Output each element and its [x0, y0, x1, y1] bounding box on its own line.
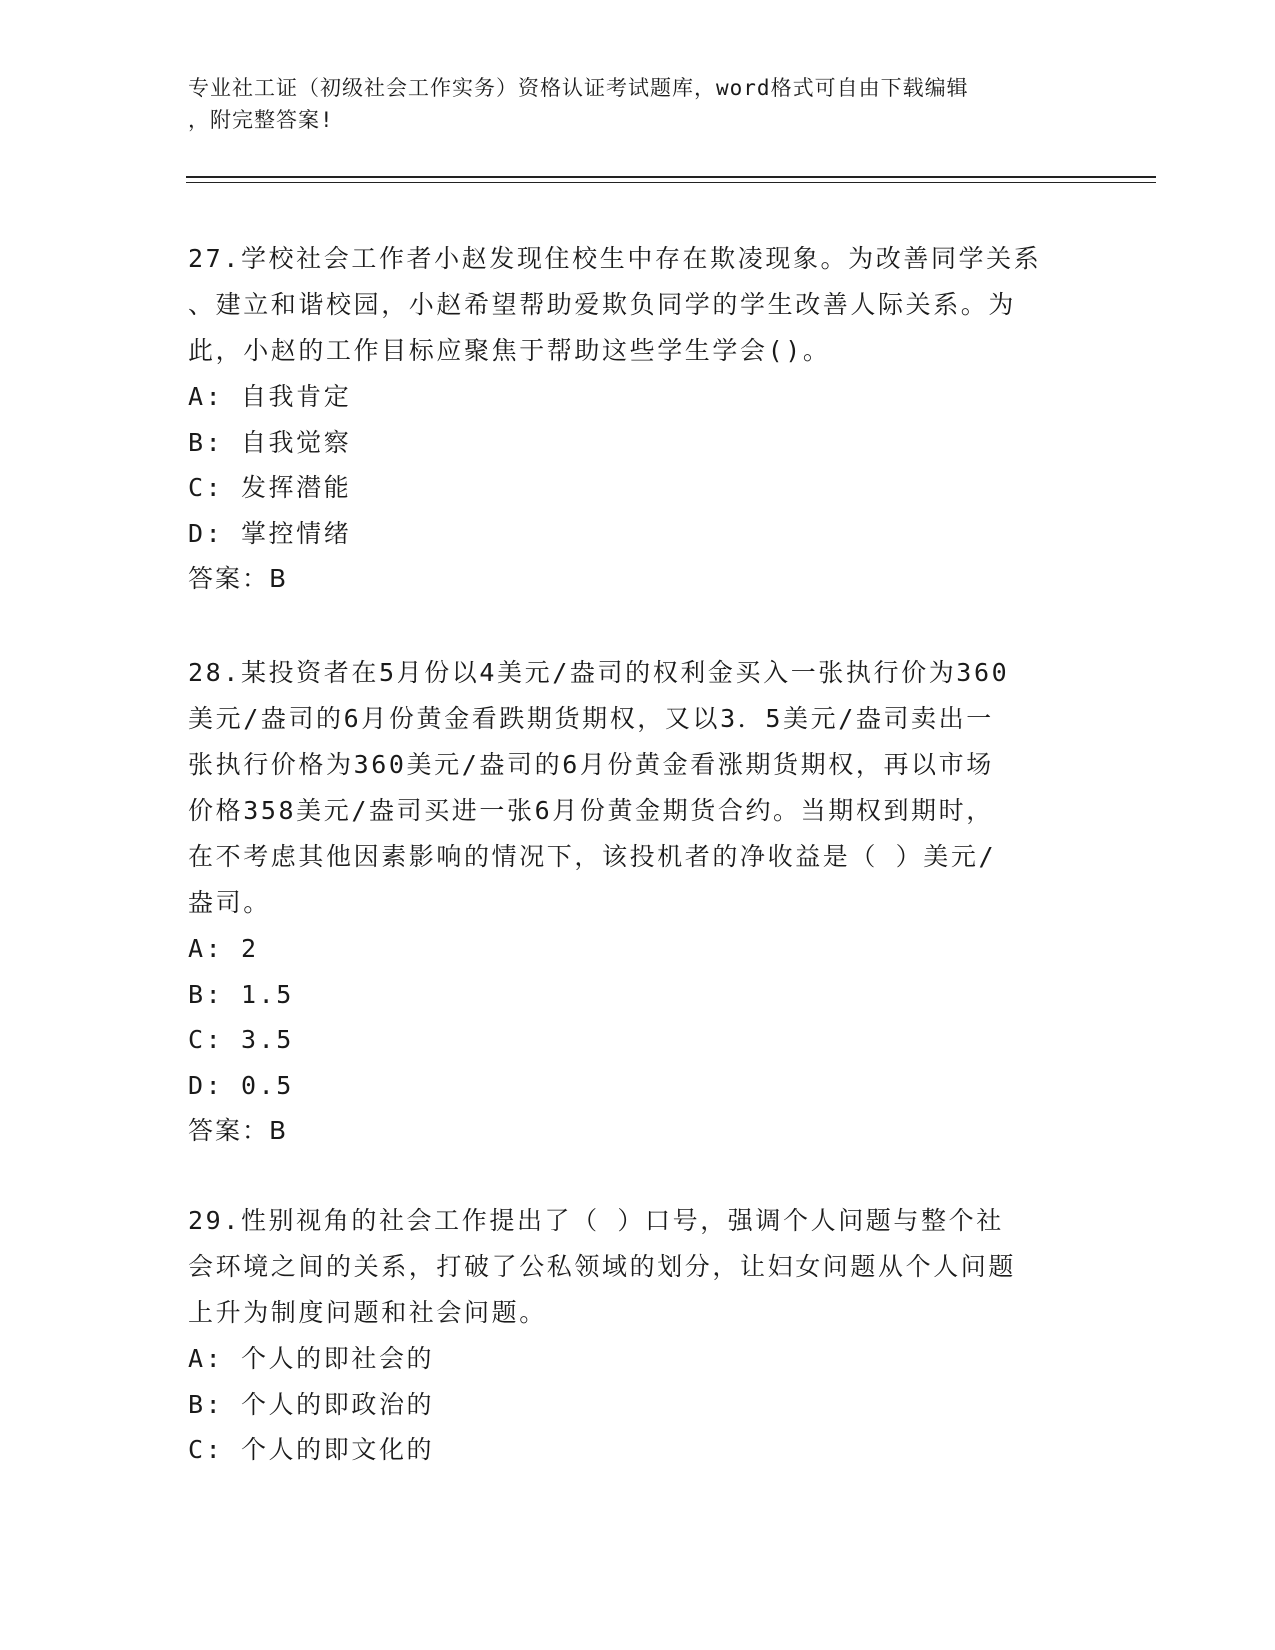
- option-b: B: 个人的即政治的: [188, 1389, 435, 1419]
- answer-line: 答案：B: [188, 564, 289, 593]
- question-28: [188, 650, 1088, 1154]
- document-header: [188, 72, 1088, 136]
- option-c: C: 个人的即文化的: [188, 1435, 435, 1464]
- option-b: B: 1.5: [188, 979, 294, 1009]
- question-29: [188, 1198, 1088, 1473]
- header-line-1: 专业社工证（初级社会工作实务）资格认证考试题库，word格式可自由下载编辑: [188, 76, 969, 100]
- question-text-line: 27.学校社会工作者小赵发现住校生中存在欺凌现象。为改善同学关系: [188, 244, 1042, 273]
- question-text-line: 价格358美元/盎司买进一张6月份黄金期货合约。当期权到期时，: [188, 796, 994, 825]
- option-c: C: 3.5: [188, 1025, 294, 1054]
- header-line-2: ，附完整答案!: [188, 108, 334, 132]
- option-d: D: 掌控情绪: [188, 518, 352, 548]
- question-text-line: 在不考虑其他因素影响的情况下，该投机者的净收益是（ ）美元/: [188, 842, 997, 871]
- option-d: D: 0.5: [188, 1070, 294, 1100]
- option-a: A: 2: [188, 934, 259, 963]
- question-text-line: 、建立和谐校园，小赵希望帮助爱欺负同学的学生改善人际关系。为: [188, 290, 1017, 319]
- question-text-line: 会环境之间的关系，打破了公私领域的划分，让妇女问题从个人问题: [188, 1252, 1017, 1281]
- question-text-line: 盎司。: [188, 888, 271, 917]
- option-a: A: 个人的即社会的: [188, 1344, 435, 1373]
- option-c: C: 发挥潜能: [188, 473, 352, 502]
- question-text-line: 28.某投资者在5月份以4美元/盎司的权利金买入一张执行价为360: [188, 658, 1010, 687]
- question-text-line: 美元/盎司的6月份黄金看跌期货期权，又以3．5美元/盎司卖出一: [188, 704, 994, 733]
- question-27: [188, 236, 1088, 602]
- header-divider-thin: [186, 182, 1156, 183]
- answer-line: 答案：B: [188, 1116, 289, 1145]
- option-a: A: 自我肯定: [188, 382, 352, 411]
- question-text-line: 上升为制度问题和社会问题。: [188, 1298, 547, 1327]
- option-b: B: 自我觉察: [188, 427, 352, 457]
- question-text-line: 29.性别视角的社会工作提出了（ ）口号，强调个人问题与整个社: [188, 1206, 1004, 1235]
- question-text-line: 张执行价格为360美元/盎司的6月份黄金看涨期货期权，再以市场: [188, 750, 994, 779]
- question-text-line: 此，小赵的工作目标应聚焦于帮助这些学生学会()。: [188, 336, 831, 365]
- header-divider-thick: [186, 176, 1156, 178]
